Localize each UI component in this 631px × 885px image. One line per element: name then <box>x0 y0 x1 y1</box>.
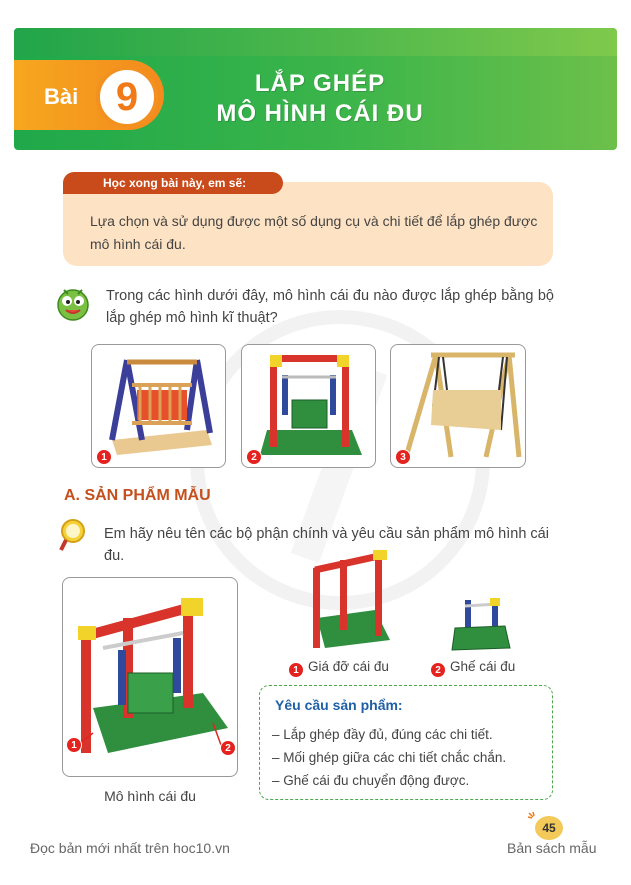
swing-model-illustration <box>63 578 237 776</box>
page-number: 45 <box>535 816 563 840</box>
section-a-heading: A. SẢN PHẨM MẪU <box>64 487 211 504</box>
part-label-text: Giá đỡ cái đu <box>308 659 389 674</box>
part-label-text: Ghế cái đu <box>450 659 516 674</box>
question-text: Trong các hình dưới đây, mô hình cái đu nào được lắp ghép bằng bộ lắp ghép mô hình kĩ thuật? <box>106 288 554 326</box>
part-label-frame <box>288 659 389 678</box>
objectives-tag: Học xong bài này, em sẽ: <box>63 172 283 194</box>
photo-number-badge: 2 <box>246 449 262 465</box>
mascot-icon <box>56 284 90 322</box>
requirement-item: – Lắp ghép đầy đủ, đúng các chi tiết. <box>272 727 493 742</box>
main-model-frame <box>62 577 238 777</box>
requirement-item: – Mối ghép giữa các chi tiết chắc chắn. <box>272 750 507 765</box>
section-a-text: Em hãy nêu tên các bộ phận chính và yêu cầu sản phẩm mô hình cái đu. <box>104 526 549 564</box>
part-label-seat <box>430 659 515 678</box>
callout-number-badge: 2 <box>220 740 236 756</box>
magnifier-icon <box>58 518 88 552</box>
photo-wooden-swing <box>91 344 226 468</box>
requirements-list <box>272 723 506 792</box>
part-number-badge: 1 <box>288 662 304 678</box>
photo-number-badge: 1 <box>96 449 112 465</box>
photo-kit-swing <box>241 344 376 468</box>
lesson-number: 9 <box>96 66 158 128</box>
bamboo-swing-illustration <box>391 345 525 467</box>
swing-seat-illustration <box>450 598 512 653</box>
objectives-text: Lựa chọn và sử dụng được một số dụng cụ và chi tiết để lắp ghép được mô hình cái đu. <box>90 213 538 252</box>
lesson-title-line1: LẮP GHÉP <box>254 70 386 97</box>
swing-frame-illustration <box>305 548 395 653</box>
footer-website-text: Đọc bản mới nhất trên hoc10.vn <box>30 840 230 856</box>
main-model-caption: Mô hình cái đu <box>104 788 196 804</box>
requirements-title: Yêu cầu sản phẩm: <box>275 697 403 713</box>
part-number-badge: 2 <box>430 662 446 678</box>
lesson-title-line2: MÔ HÌNH CÁI ĐU <box>216 100 424 127</box>
wooden-swing-illustration <box>92 345 225 467</box>
requirement-item: – Ghế cái đu chuyển động được. <box>272 773 470 788</box>
lesson-word: Bài <box>44 84 79 109</box>
kit-swing-illustration <box>242 345 375 467</box>
footer-sample-text: Bản sách mẫu <box>507 840 597 856</box>
callout-number-badge: 1 <box>66 737 82 753</box>
photo-number-badge: 3 <box>395 449 411 465</box>
photo-bamboo-swing <box>390 344 526 468</box>
